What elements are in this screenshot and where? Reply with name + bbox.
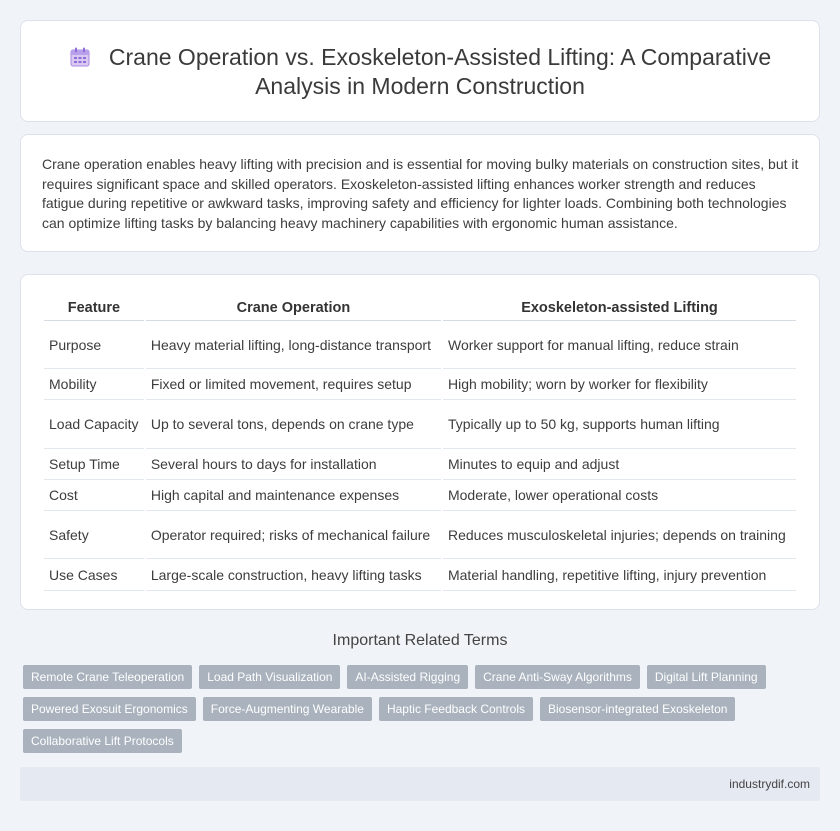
table-row <box>44 559 796 591</box>
table-row <box>44 449 796 480</box>
footer-bar <box>20 767 820 801</box>
exoskeleton-cell: Reduces musculoskeletal injuries; depends on training <box>443 511 796 559</box>
feature-cell: Setup Time <box>44 449 144 480</box>
tag-biosensor-integrated-exoskeleton[interactable]: Biosensor-integrated Exoskeleton <box>540 697 735 721</box>
intro-paragraph: Crane operation enables heavy lifting with precision and is essential for moving bulky materials on construction sites, but it requires significant space and skilled operators. Exoskeleton-assisted lifting enhances worker strength and reduces fatigue during repetitive or awkward tasks, improving safety and efficiency for lighter loads. Combining both technologies can optimize lifting tasks by balancing heavy machinery capabilities with ergonomic human assistance. <box>42 156 799 231</box>
tag-ai-assisted-rigging[interactable]: AI-Assisted Rigging <box>347 665 468 689</box>
crane-cell: Fixed or limited movement, requires setup <box>146 369 441 400</box>
exoskeleton-cell: Worker support for manual lifting, reduce strain <box>443 321 796 369</box>
comparison-table-card <box>20 274 820 610</box>
table-row <box>44 480 796 511</box>
feature-cell: Safety <box>44 511 144 559</box>
tag-haptic-feedback-controls[interactable]: Haptic Feedback Controls <box>379 697 533 721</box>
tag-digital-lift-planning[interactable]: Digital Lift Planning <box>647 665 766 689</box>
page-title: Crane Operation vs. Exoskeleton-Assisted Lifting: A Comparative Analysis in Modern Construction <box>108 44 772 99</box>
crane-cell: High capital and maintenance expenses <box>146 480 441 511</box>
feature-cell: Load Capacity <box>44 400 144 449</box>
exoskeleton-cell: Minutes to equip and adjust <box>443 449 796 480</box>
exoskeleton-cell: Moderate, lower operational costs <box>443 480 796 511</box>
exoskeleton-cell: Material handling, repetitive lifting, injury prevention <box>443 559 796 591</box>
table-header-row <box>44 295 796 321</box>
tag-collaborative-lift-protocols[interactable]: Collaborative Lift Protocols <box>23 729 182 753</box>
crane-cell: Up to several tons, depends on crane type <box>146 400 441 449</box>
feature-cell: Cost <box>44 480 144 511</box>
related-terms-tags <box>23 665 783 761</box>
tag-force-augmenting-wearable[interactable]: Force-Augmenting Wearable <box>203 697 372 721</box>
table-row <box>44 511 796 559</box>
feature-cell: Purpose <box>44 321 144 369</box>
tag-powered-exosuit-ergonomics[interactable]: Powered Exosuit Ergonomics <box>23 697 196 721</box>
table-row <box>44 321 796 369</box>
tag-remote-crane-teleoperation[interactable]: Remote Crane Teleoperation <box>23 665 192 689</box>
header-exoskeleton-lifting: Exoskeleton-assisted Lifting <box>443 295 796 321</box>
table-row <box>44 400 796 449</box>
footer-domain[interactable]: industrydif.com <box>729 777 810 791</box>
header-feature: Feature <box>44 295 144 321</box>
feature-cell: Use Cases <box>44 559 144 591</box>
title-wrap <box>61 43 779 101</box>
crane-cell: Operator required; risks of mechanical failure <box>146 511 441 559</box>
tag-load-path-visualization[interactable]: Load Path Visualization <box>199 665 340 689</box>
feature-cell: Mobility <box>44 369 144 400</box>
intro-card <box>20 134 820 252</box>
calendar-icon <box>69 46 91 68</box>
tag-crane-anti-sway-algorithms[interactable]: Crane Anti-Sway Algorithms <box>475 665 640 689</box>
exoskeleton-cell: Typically up to 50 kg, supports human lifting <box>443 400 796 449</box>
crane-cell: Heavy material lifting, long-distance transport <box>146 321 441 369</box>
table-row <box>44 369 796 400</box>
header-card <box>20 20 820 122</box>
crane-cell: Large-scale construction, heavy lifting tasks <box>146 559 441 591</box>
comparison-table <box>42 295 798 591</box>
related-terms-title: Important Related Terms <box>332 632 508 649</box>
header-crane-operation: Crane Operation <box>146 295 441 321</box>
exoskeleton-cell: High mobility; worn by worker for flexibility <box>443 369 796 400</box>
crane-cell: Several hours to days for installation <box>146 449 441 480</box>
